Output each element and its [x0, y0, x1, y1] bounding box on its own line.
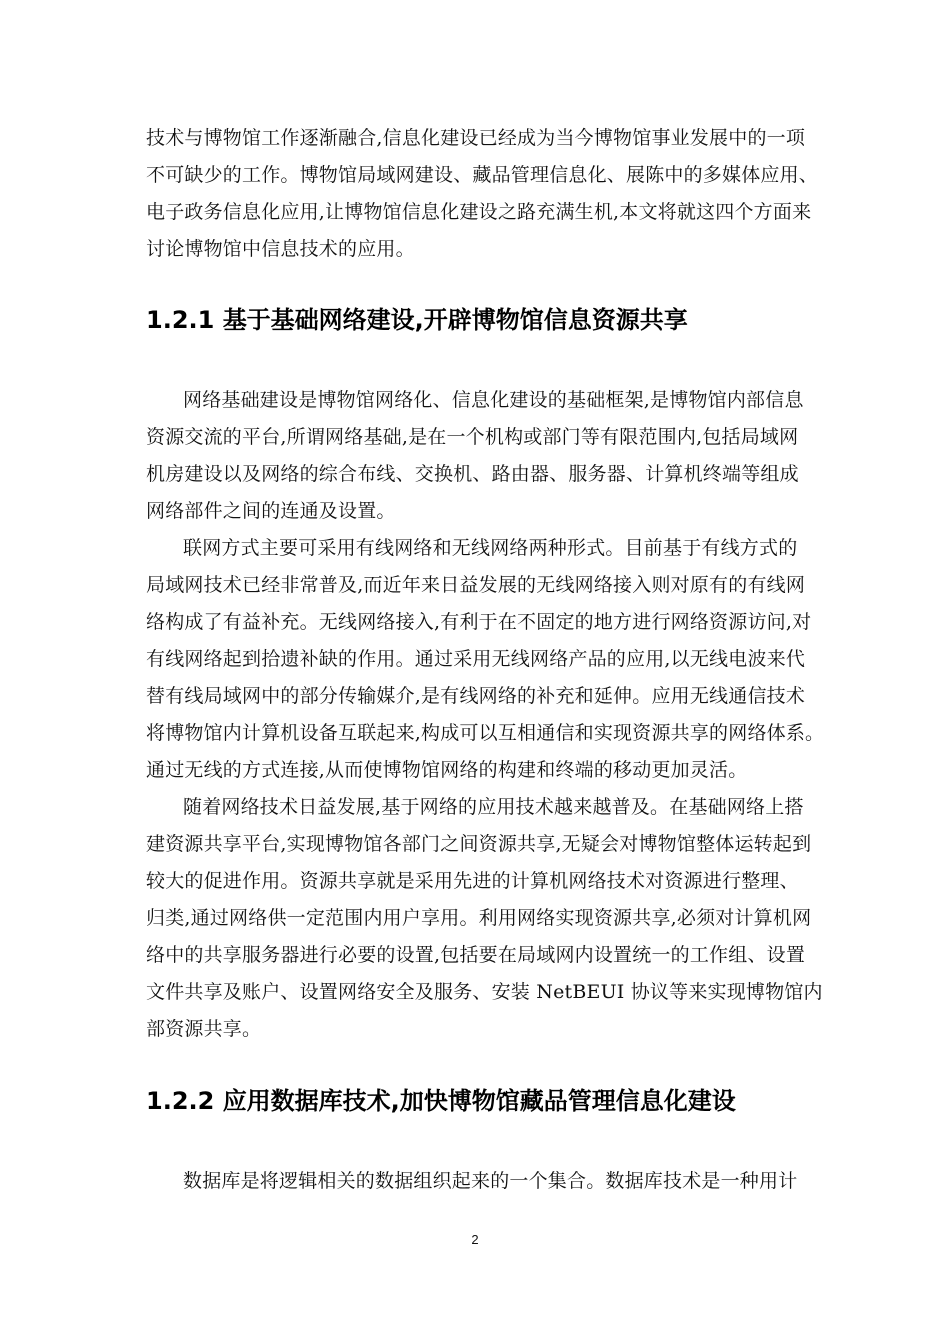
paragraph-line: 网络部件之间的连通及设置。	[146, 500, 396, 522]
intro-line: 电子政务信息化应用,让博物馆信息化建设之路充满生机,本文将就这四个方面来	[146, 201, 812, 223]
paragraph-line: 建资源共享平台,实现博物馆各部门之间资源共享,无疑会对博物馆整体运转起到	[146, 833, 812, 855]
intro-line: 不可缺少的工作。博物馆局域网建设、藏品管理信息化、展陈中的多媒体应用、	[146, 164, 819, 186]
paragraph-line: 文件共享及账户、设置网络安全及服务、安装 NetBEUI 协议等来实现博物馆内	[146, 981, 823, 1003]
paragraph-line: 联网方式主要可采用有线网络和无线网络两种形式。目前基于有线方式的	[183, 537, 798, 559]
paragraph-line: 较大的促进作用。资源共享就是采用先进的计算机网络技术对资源进行整理、	[146, 870, 799, 892]
page-number: 2	[471, 1232, 479, 1247]
section-heading-1-2-1: 1.2.1 基于基础网络建设,开辟博物馆信息资源共享	[146, 306, 688, 334]
intro-line: 技术与博物馆工作逐渐融合,信息化建设已经成为当今博物馆事业发展中的一项	[146, 127, 806, 149]
paragraph-line: 将博物馆内计算机设备互联起来,构成可以互相通信和实现资源共享的网络体系。	[146, 722, 825, 744]
paragraph-line: 资源交流的平台,所谓网络基础,是在一个机构或部门等有限范围内,包括局域网	[146, 426, 799, 448]
paragraph-line: 络中的共享服务器进行必要的设置,包括要在局域网内设置统一的工作组、设置	[146, 944, 806, 966]
paragraph-line: 有线网络起到拾遗补缺的作用。通过采用无线网络产品的应用,以无线电波来代	[146, 648, 806, 670]
paragraph-line: 数据库是将逻辑相关的数据组织起来的一个集合。数据库技术是一种用计	[183, 1170, 798, 1192]
paragraph-line: 替有线局域网中的部分传输媒介,是有线网络的补充和延伸。应用无线通信技术	[146, 685, 806, 707]
paragraph-line: 归类,通过网络供一定范围内用户享用。利用网络实现资源共享,必须对计算机网	[146, 907, 812, 929]
paragraph-line: 通过无线的方式连接,从而使博物馆网络的构建和终端的移动更加灵活。	[146, 759, 748, 781]
intro-line: 讨论博物馆中信息技术的应用。	[146, 238, 415, 260]
paragraph-line: 络构成了有益补充。无线网络接入,有利于在不固定的地方进行网络资源访问,对	[146, 611, 812, 633]
paragraph-line: 网络基础建设是博物馆网络化、信息化建设的基础框架,是博物馆内部信息	[183, 389, 804, 411]
paragraph-line: 随着网络技术日益发展,基于网络的应用技术越来越普及。在基础网络上搭	[183, 796, 804, 818]
paragraph-line: 局域网技术已经非常普及,而近年来日益发展的无线网络接入则对原有的有线网	[146, 574, 806, 596]
paragraph-line: 机房建设以及网络的综合布线、交换机、路由器、服务器、计算机终端等组成	[146, 463, 799, 485]
paragraph-line: 部资源共享。	[146, 1018, 262, 1040]
section-heading-1-2-2: 1.2.2 应用数据库技术,加快博物馆藏品管理信息化建设	[146, 1087, 736, 1115]
